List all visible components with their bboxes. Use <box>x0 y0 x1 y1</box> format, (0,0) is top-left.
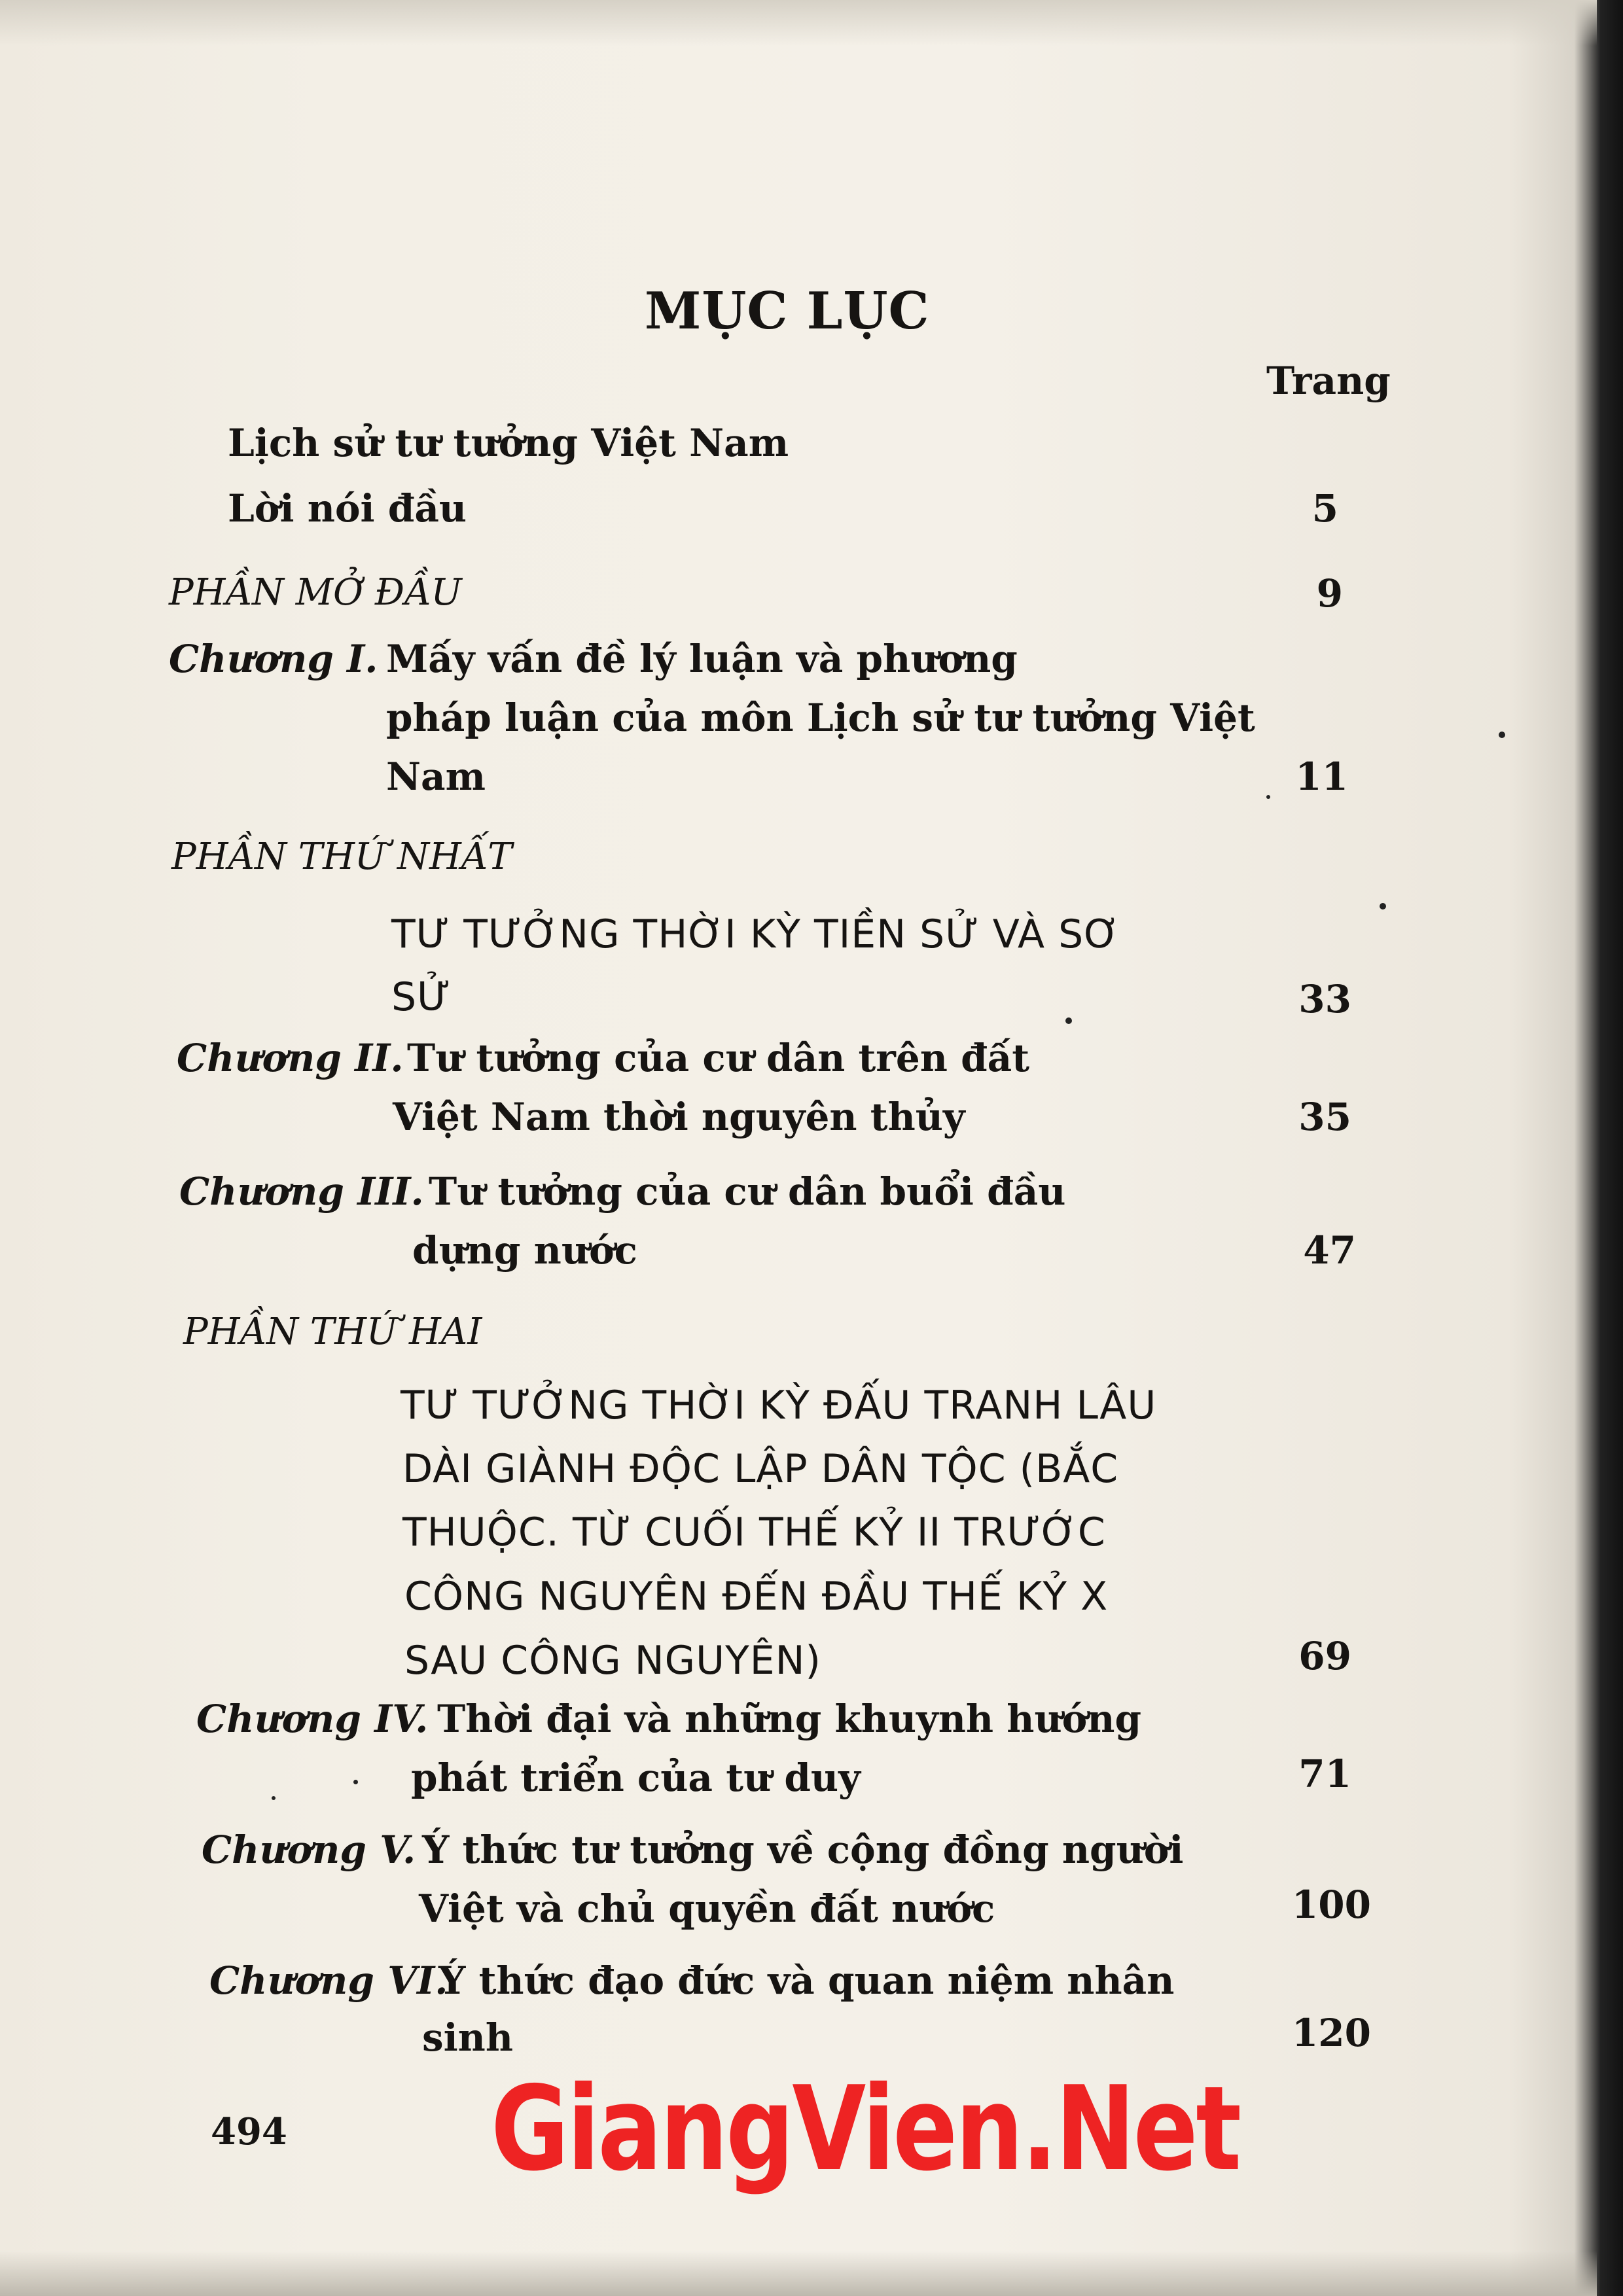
toc-chapter-label: Chương VI. <box>209 1958 448 2003</box>
toc-chapter-title-line: Nam <box>386 754 486 799</box>
toc-chapter-label: Chương II. <box>177 1036 404 1080</box>
toc-part-title-line: SỬ <box>391 974 452 1020</box>
toc-chapter-title-line: Ý thức đạo đức và quan niệm nhân <box>438 1958 1175 2003</box>
toc-page-number: 11 <box>1295 754 1348 799</box>
toc-chapter-label: Chương I. <box>169 637 378 681</box>
toc-page-number: 5 <box>1311 486 1338 531</box>
bottom-shadow <box>0 2251 1597 2296</box>
toc-chapter-title-line: Tư tưởng của cư dân trên đất <box>407 1036 1030 1080</box>
toc-page-number: 35 <box>1298 1095 1351 1139</box>
toc-chapter-title-line: Ý thức tư tưởng về cộng đồng người <box>422 1828 1184 1872</box>
toc-chapter-title-line: dựng nước <box>412 1228 637 1273</box>
toc-page-number: 120 <box>1291 2011 1371 2055</box>
watermark-logo: GiangVien.Net <box>491 2061 1240 2197</box>
toc-page-number: 69 <box>1298 1634 1351 1678</box>
page-title: MỤC LỤC <box>645 281 930 341</box>
page-number-folio: 494 <box>211 2110 287 2153</box>
toc-chapter-title-line: sinh <box>422 2015 514 2060</box>
top-shadow <box>0 0 1597 46</box>
toc-part-heading: PHẦN MỞ ĐẦU <box>169 571 462 614</box>
toc-page-number: 71 <box>1298 1752 1351 1796</box>
toc-chapter-title-line: pháp luận của môn Lịch sử tư tưởng Việt <box>386 696 1255 740</box>
toc-part-title-line: SAU CÔNG NGUYÊN) <box>404 1638 821 1684</box>
toc-page-number: 47 <box>1303 1228 1356 1273</box>
toc-page-number: 100 <box>1291 1882 1371 1927</box>
toc-chapter-title-line: phát triển của tư duy <box>411 1756 861 1800</box>
scan-speck <box>1266 795 1270 799</box>
scan-speck <box>1380 903 1386 910</box>
toc-part-title-line: DÀI GIÀNH ĐỘC LẬP DÂN TỘC (BẮC <box>402 1446 1119 1492</box>
toc-chapter-title-line: Việt Nam thời nguyên thủy <box>393 1095 965 1139</box>
toc-chapter-label: Chương IV. <box>196 1697 429 1741</box>
scan-speck <box>1065 1017 1072 1024</box>
page-column-label: Trang <box>1266 359 1391 403</box>
toc-entry-intro-title: Lịch sử tư tưởng Việt Nam <box>228 421 789 465</box>
toc-part-heading: PHẦN THỨ HAI <box>183 1311 482 1353</box>
toc-chapter-label: Chương V. <box>202 1828 416 1872</box>
toc-chapter-title-line: Thời đại và những khuynh hướng <box>437 1697 1142 1741</box>
toc-page-number: 9 <box>1316 571 1343 616</box>
toc-chapter-title-line: Mấy vấn đề lý luận và phương <box>386 637 1018 681</box>
toc-chapter-label: Chương III. <box>179 1169 424 1214</box>
toc-chapter-title-line: Việt và chủ quyền đất nước <box>419 1886 995 1931</box>
toc-part-heading: PHẦN THỨ NHẤT <box>171 836 512 878</box>
toc-part-title-line: THUỘC. TỪ CUỐI THẾ KỶ II TRƯỚC <box>402 1510 1106 1555</box>
toc-page-number: 33 <box>1298 977 1351 1021</box>
toc-part-title-line: TƯ TƯỞNG THỜI KỲ TIỀN SỬ VÀ SƠ <box>391 911 1120 957</box>
scan-speck <box>272 1796 276 1800</box>
toc-part-title-line: CÔNG NGUYÊN ĐẾN ĐẦU THẾ KỶ X <box>404 1574 1109 1619</box>
scan-speck <box>1499 732 1505 738</box>
toc-chapter-title-line: Tư tưởng của cư dân buổi đầu <box>429 1169 1066 1214</box>
toc-entry-foreword: Lời nói đầu <box>228 486 467 531</box>
scan-speck <box>353 1780 358 1784</box>
toc-part-title-line: TƯ TƯỞNG THỜI KỲ ĐẤU TRANH LÂU <box>401 1383 1157 1428</box>
